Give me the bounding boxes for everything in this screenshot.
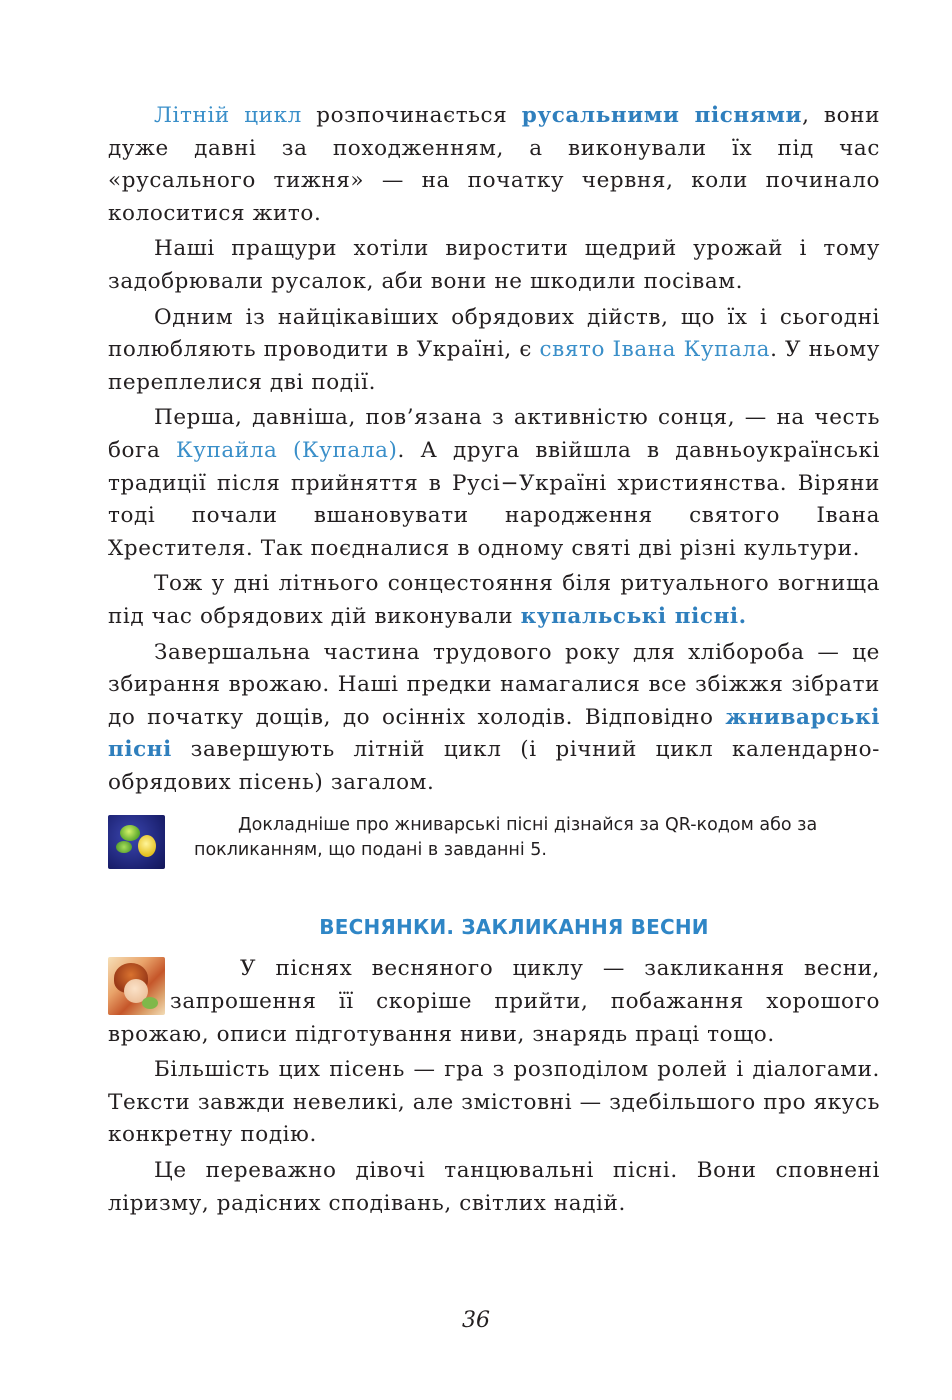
paragraph-two-events <box>108 402 880 565</box>
section-title: ВЕСНЯНКИ. ЗАКЛИКАННЯ ВЕСНИ <box>319 915 709 940</box>
text: . У ньому переплелися дві події. <box>108 337 880 395</box>
page-content <box>108 100 880 1220</box>
text: . А друга ввійшла в давньоукраїнські традиції після прийняття в Русі−Україні християнства. Віряни тоді почали вшановувати народження святого Івана Хрестителя. Так поєдналися в одному святі дві різні культури. <box>108 437 880 561</box>
spring-section <box>108 953 880 1220</box>
term-kupailo: Купайла (Купала) <box>175 437 398 463</box>
text: Перша, давніша, пов’язана з активністю сонця, — на честь бога <box>108 405 880 463</box>
term-summer-cycle: Літній цикл <box>154 103 302 128</box>
text: завершують літній цикл (і річний цикл календарно-обрядових пісень) загалом. <box>108 737 880 795</box>
text: Одним із найцікавіших обрядових дійств, що їх і сьогодні полюбляють проводити в Україні, є <box>108 304 880 363</box>
page-number: 36 <box>462 1308 490 1333</box>
paragraph-roles-dialogs: Більшість цих пісень — гра з розподілом ролей і діалогами. Тексти завжди невеликі, але змістовні — здебільшого про якусь конкретну подію. <box>108 1057 880 1148</box>
paragraph-girl-dances: Це переважно дівочі танцювальні пісні. Вони сповнені ліризму, радісних сподівань, світлих надій. <box>108 1158 880 1216</box>
note-box <box>108 813 880 871</box>
term-ivan-kupala: свято Івана Купала <box>539 337 771 363</box>
term-kupalski-songs: купальські пісні. <box>520 603 747 629</box>
paragraph-ancestors: Наші пращури хотіли виростити щедрий урожай і тому задобрювали русалок, аби вони не шкодили посівам. <box>108 236 880 294</box>
girl-portrait-icon <box>108 957 165 1015</box>
note-text: Докладніше про жниварські пісні дізнайся за QR-кодом або за покликанням, що подані в завданні 5. <box>194 815 818 861</box>
term-harvest-songs: жниварські пісні <box>108 704 880 763</box>
text: Тож у дні літнього сонцестояння біля ритуального вогнища під час обрядових дій виконували <box>108 571 880 629</box>
term-rusalni-songs: русальними піснями <box>521 103 803 128</box>
bugs-icon <box>108 815 165 869</box>
paragraph-solstice <box>108 568 880 633</box>
paragraph-kupala-holiday <box>108 302 880 400</box>
paragraph-summer-cycle <box>108 100 880 230</box>
text: Завершальна частина трудового року для хлібороба — це збирання врожаю. Наші предки намагалися все збіжжя зібрати до початку дощів, до осінніх холодів. Відповідно <box>108 639 880 730</box>
paragraph-harvest <box>108 637 880 800</box>
text: , вони дуже давні за походженням, а виконували їх під час «русального тижня» — на початку червня, коли починало колоситися жито. <box>108 103 881 226</box>
text: розпочинається <box>301 103 522 128</box>
paragraph-spring-songs: У піснях весняного циклу — закликання весни, запрошення її скоріше прийти, побажання хорошого врожаю, описи підготування ниви, знарядь праці тощо. <box>108 956 880 1047</box>
